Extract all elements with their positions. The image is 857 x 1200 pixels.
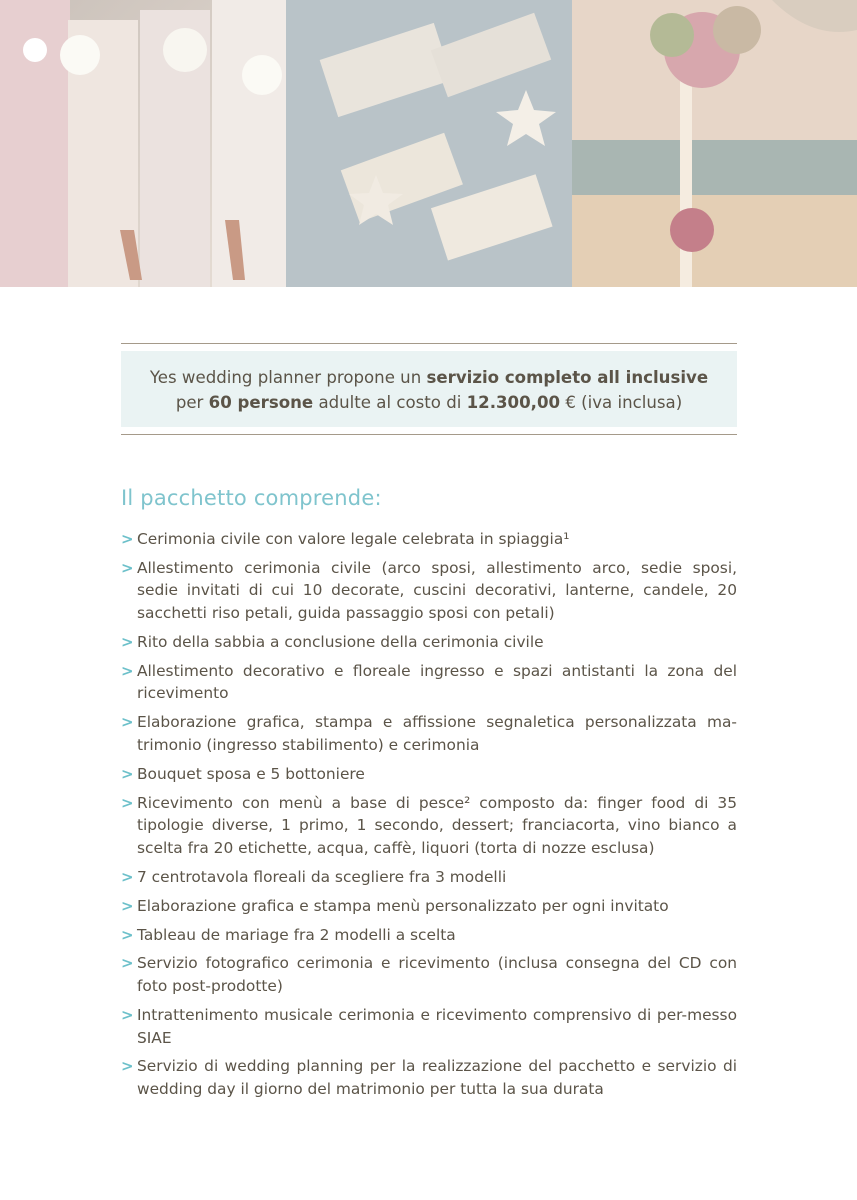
offer-line2-prefix: per	[175, 393, 209, 412]
starfish-image-icon	[286, 0, 572, 287]
list-item	[121, 711, 737, 756]
list-item-text: Allestimento decorativo e floreale ingresso e spazi antistanti la zona del ricevimento	[137, 661, 737, 703]
list-item	[121, 1055, 737, 1100]
list-item-text: Bouquet sposa e 5 bottoniere	[137, 764, 365, 783]
chevron-right-icon: >	[121, 764, 134, 783]
list-item-text: Elaborazione grafica, stampa e affissione segnaletica personalizzata ma-trimonio (ingresso stabilimento) e cerimonia	[137, 713, 737, 754]
list-item	[121, 631, 737, 654]
offer-top-rule	[121, 343, 737, 344]
bridesmaids-photo	[0, 0, 286, 287]
list-item	[121, 1004, 737, 1049]
list-item	[121, 952, 737, 997]
list-item-text: Cerimonia civile con valore legale celebrata in spiaggia¹	[137, 530, 570, 548]
chevron-right-icon: >	[121, 867, 134, 886]
list-item	[121, 528, 737, 551]
list-item	[121, 924, 737, 947]
list-item-text: Ricevimento con menù a base di pesce² composto da: finger food di 35 tipologie diverse, 1 primo, 1 secondo, dessert; franciacorta, vino bianco a scelta fra 20 etichette, acqua, caffè, liquori (torta di nozze esclusa)	[137, 793, 737, 857]
offer-box	[121, 343, 737, 435]
offer-line-2	[131, 390, 727, 415]
list-item	[121, 895, 737, 918]
offer-price: 12.300,00	[466, 393, 561, 412]
list-item	[121, 763, 737, 786]
chevron-right-icon: >	[121, 1057, 134, 1076]
list-item-text: Intrattenimento musicale cerimonia e ricevimento comprensivo di per-messo SIAE	[137, 1005, 737, 1047]
offer-line1-prefix: Yes wedding planner propone un	[149, 368, 427, 387]
chevron-right-icon: >	[121, 661, 134, 680]
package-title: Il pacchetto comprende:	[121, 486, 382, 510]
list-item-text: Rito della sabbia a conclusione della cerimonia civile	[137, 632, 544, 651]
offer-bottom-rule	[121, 434, 737, 435]
chevron-right-icon: >	[121, 954, 134, 973]
offer-line2-suffix: € (iva inclusa)	[560, 393, 683, 412]
offer-line-1	[131, 365, 727, 390]
chevron-right-icon: >	[121, 530, 134, 548]
bridesmaids-image-icon	[0, 0, 286, 287]
chevron-right-icon: >	[121, 558, 134, 577]
offer-text	[121, 351, 737, 427]
list-item-text: 7 centrotavola floreali da scegliere fra 3 modelli	[137, 867, 507, 886]
beach-arch-image-icon	[572, 0, 857, 287]
list-item-text: Servizio fotografico cerimonia e ricevimento (inclusa consegna del CD con foto post-prodotte)	[137, 954, 737, 996]
list-item	[121, 660, 737, 705]
chevron-right-icon: >	[121, 1005, 134, 1024]
chevron-right-icon: >	[121, 925, 134, 944]
beach-arch-photo	[572, 0, 857, 287]
starfish-place-cards-photo	[286, 0, 572, 287]
chevron-right-icon: >	[121, 896, 134, 915]
list-item-text: Allestimento cerimonia civile (arco sposi, allestimento arco, sedie sposi, sedie invitati di cui 10 decorate, cuscini decorativi, lanterne, candele, 20 sacchetti riso petali, guida passaggio sposi con petali)	[137, 558, 737, 623]
list-item	[121, 866, 737, 889]
photo-strip	[0, 0, 857, 287]
offer-people-count: 60 persone	[208, 393, 314, 412]
list-item	[121, 792, 737, 860]
chevron-right-icon: >	[121, 713, 134, 732]
list-item-text: Tableau de mariage fra 2 modelli a scelta	[137, 925, 456, 944]
offer-line2-mid: adulte al costo di	[313, 393, 467, 412]
chevron-right-icon: >	[121, 632, 134, 651]
list-item-text: Servizio di wedding planning per la realizzazione del pacchetto e servizio di wedding day il giorno del matrimonio per tutta la sua durata	[137, 1057, 737, 1099]
list-item	[121, 557, 737, 625]
list-item-text: Elaborazione grafica e stampa menù personalizzato per ogni invitato	[137, 896, 669, 915]
offer-service-highlight: servizio completo all inclusive	[426, 368, 709, 387]
chevron-right-icon: >	[121, 793, 134, 812]
package-items-list	[121, 528, 737, 1107]
